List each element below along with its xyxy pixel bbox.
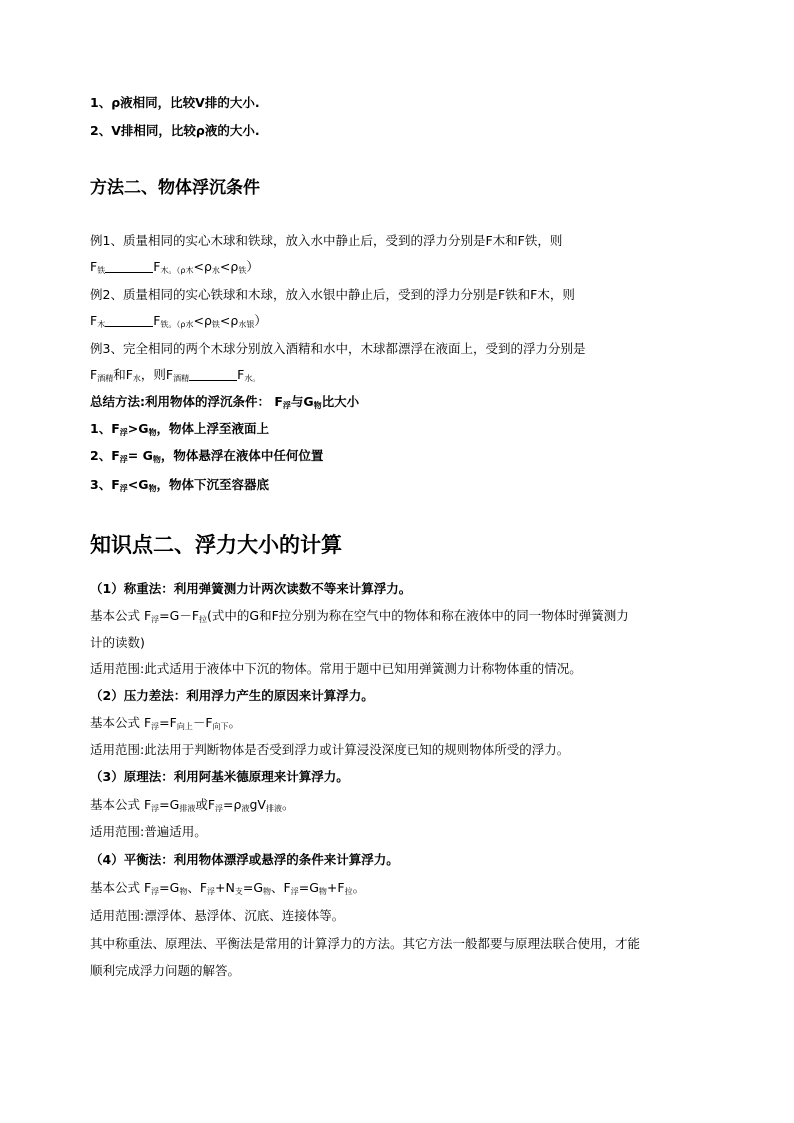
answer-blank xyxy=(105,314,153,327)
example-3-text: 例3、完全相同的两个木球分别放入酒精和水中，木球都漂浮在液面上，受到的浮力分别是 xyxy=(90,341,586,356)
basis-item-1: 1、ρ液相同，比较V排的大小. xyxy=(90,95,260,110)
method-1-formula-cont: 计的读数) xyxy=(90,635,145,650)
method-4-scope: 适用范围:漂浮体、悬浮体、沉底、连接体等。 xyxy=(90,908,345,923)
example-2-answer: $F_木$ $F_{铁。(\rho 水}<\rho_铁<\rho_{水银}$） xyxy=(90,313,267,329)
summary-method: 总结方法:利用物体的浮沉条件： $F_浮$与$G_物$比大小 xyxy=(90,394,360,410)
basis-item-2: 2、V排相同，比较ρ液的大小. xyxy=(90,123,260,138)
example-2-text: 例2、质量相同的实心铁球和木球，放入水银中静止后，受到的浮力分别是F铁和F木，则 xyxy=(90,287,575,302)
method-2-scope: 适用范围:此法用于判断物体是否受到浮力或计算浸没深度已知的规则物体所受的浮力。 xyxy=(90,742,570,757)
condition-1: 1、$F_浮>G_物$，物体上浮至液面上 xyxy=(90,421,269,437)
method-3-formula: 基本公式 $F_浮=G_{排液}$或$F_浮=\rho_液gV_{排液}$。 xyxy=(90,797,295,813)
closing-line-2: 顺利完成浮力问题的解答。 xyxy=(90,963,241,978)
knowledge2-title: 知识点二、浮力大小的计算 xyxy=(90,533,342,557)
method-1-scope: 适用范围:此式适用于液体中下沉的物体。常用于题中已知用弹簧测力计称物体重的情况。 xyxy=(90,661,582,676)
condition-3: 3、$F_浮<G_物$，物体下沉至容器底 xyxy=(90,477,269,493)
method-2-formula: 基本公式 $F_浮=F_{向上}-F_{向下}$。 xyxy=(90,715,242,731)
closing-line-1: 其中称重法、原理法、平衡法是常用的计算浮力的方法。其它方法一般都要与原理法联合使用，才能 xyxy=(90,936,641,951)
method-2-heading: （2）压力差法：利用浮力产生的原因来计算浮力。 xyxy=(90,688,374,703)
method-1-heading: （1）称重法：利用弹簧测力计两次读数不等来计算浮力。 xyxy=(90,581,412,596)
example-1-answer: $F_铁$ $F_{木。(\rho 木}<\rho_水<\rho_铁$） xyxy=(90,259,259,275)
answer-blank xyxy=(105,260,153,273)
answer-blank xyxy=(189,368,237,381)
method-3-heading: （3）原理法：利用阿基米德原理来计算浮力。 xyxy=(90,769,349,784)
condition-2: 2、$F_浮= G_物$，物体悬浮在液体中任何位置 xyxy=(90,448,324,464)
method-4-formula: 基本公式 $F_浮=G_物$、$F_浮+N_支=G_物$、$F_浮=G_物+F_拉$。 xyxy=(90,880,366,896)
example-1-text: 例1、质量相同的实心木球和铁球，放入水中静止后，受到的浮力分别是F木和F铁，则 xyxy=(90,233,563,248)
example-3-answer: $F_{酒精}$和$F_水$，则$F_{酒精}$ $F_{水。}$ xyxy=(90,367,261,383)
method-3-scope: 适用范围:普遍适用。 xyxy=(90,824,207,839)
method2-title: 方法二、物体浮沉条件 xyxy=(90,178,260,198)
method-1-formula: 基本公式 $F_浮=G-F_拉$(式中的G和F拉分别为称在空气中的物体和称在液体中的同一物体时弹簧测力 xyxy=(90,608,629,624)
method-4-heading: （4）平衡法：利用物体漂浮或悬浮的条件来计算浮力。 xyxy=(90,852,399,867)
